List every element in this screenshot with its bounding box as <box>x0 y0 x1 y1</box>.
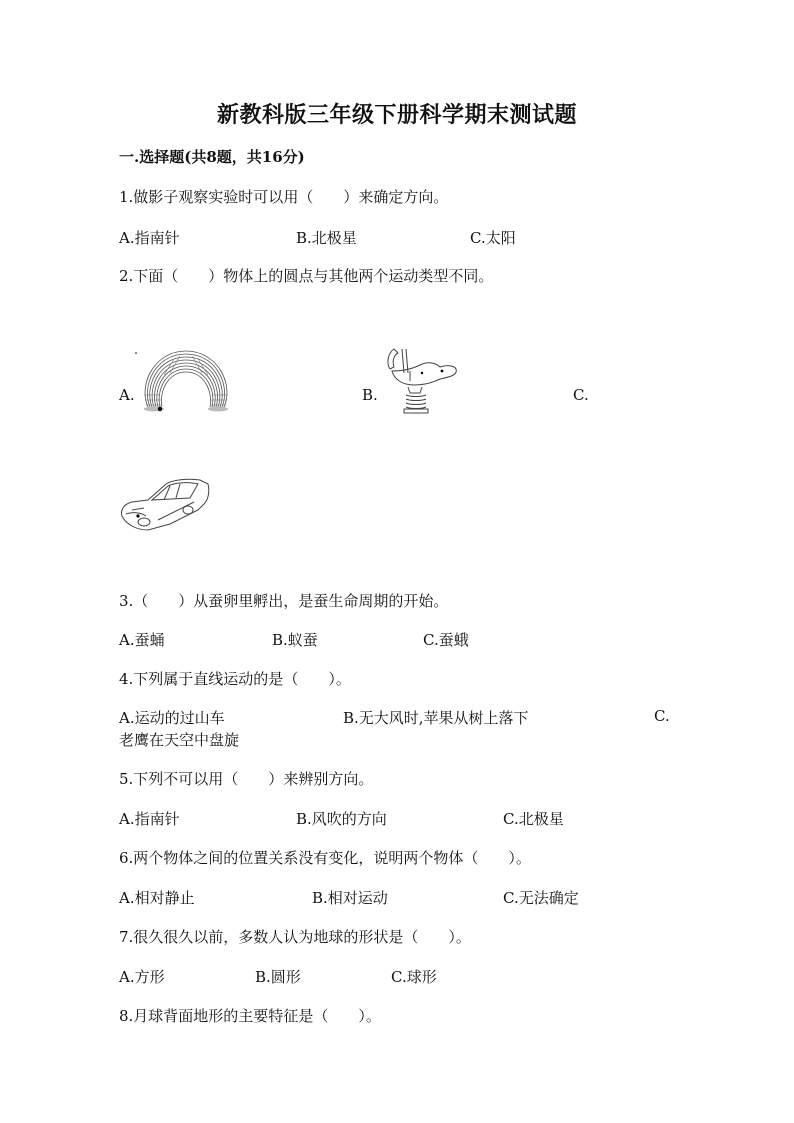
q3-option-a: A.蚕蛹 <box>119 631 165 649</box>
question-8-stem: 8.月球背面地形的主要特征是（ ）。 <box>119 1007 381 1025</box>
q7-option-a: A.方形 <box>119 968 165 986</box>
q2-option-b: B. <box>362 386 378 404</box>
question-7-stem: 7.很久很久以前，多数人认为地球的形状是（ ）。 <box>119 928 471 946</box>
question-1-stem: 1.做影子观察实验时可以用（ ）来确定方向。 <box>119 188 449 206</box>
q1-option-a: A.指南针 <box>119 229 180 247</box>
q7-option-b: B.圆形 <box>255 968 301 986</box>
q4-option-c-text: 老鹰在天空中盘旋 <box>119 731 240 749</box>
q4-option-b: B.无大风时,苹果从树上落下 <box>343 709 529 727</box>
q5-option-c: C.北极星 <box>503 810 564 828</box>
slinky-spring-image <box>134 345 238 415</box>
question-4-stem: 4.下列属于直线运动的是（ ）。 <box>119 670 351 688</box>
q3-option-c: C.蚕蛾 <box>423 631 469 649</box>
page-title: 新教科版三年级下册科学期末测试题 <box>216 102 577 128</box>
question-3-stem: 3.（ ）从蚕卵里孵出，是蚕生命周期的开始。 <box>119 592 449 610</box>
q5-option-b: B.风吹的方向 <box>296 810 387 828</box>
q2-option-a: A. <box>119 386 135 404</box>
q1-option-c: C.太阳 <box>470 229 516 247</box>
section-heading: 一.选择题(共8题，共16分) <box>119 148 305 166</box>
q1-option-b: B.北极星 <box>296 229 357 247</box>
q5-option-a: A.指南针 <box>119 810 180 828</box>
spring-rider-toy-image <box>380 343 460 415</box>
q6-option-c: C.无法确定 <box>503 889 579 907</box>
q6-option-a: A.相对静止 <box>119 889 195 907</box>
q4-option-a: A.运动的过山车 <box>119 709 225 727</box>
q6-option-b: B.相对运动 <box>312 889 388 907</box>
q2-option-c: C. <box>573 386 589 404</box>
question-6-stem: 6.两个物体之间的位置关系没有变化，说明两个物体（ ）。 <box>119 849 531 867</box>
car-image <box>118 470 212 536</box>
q3-option-b: B.蚁蚕 <box>272 631 318 649</box>
q7-option-c: C.球形 <box>391 968 437 986</box>
question-2-stem: 2.下面（ ）物体上的圆点与其他两个运动类型不同。 <box>119 267 494 285</box>
question-5-stem: 5.下列不可以用（ ）来辨别方向。 <box>119 770 374 788</box>
q4-option-c: C. <box>654 707 670 725</box>
